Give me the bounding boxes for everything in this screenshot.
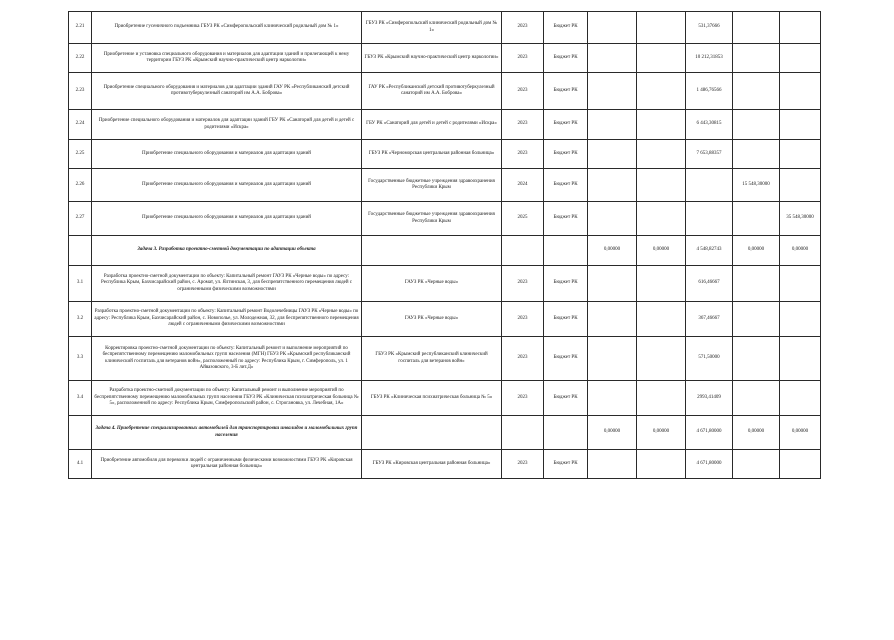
row-value-4	[733, 450, 780, 479]
row-value-5: 0,00000	[780, 236, 821, 266]
row-value-5	[780, 12, 821, 44]
row-value-1	[588, 73, 637, 110]
row-value-3: 531,37666	[686, 12, 733, 44]
row-year: 2024	[502, 169, 544, 202]
row-year	[502, 236, 544, 266]
row-value-3	[686, 169, 733, 202]
row-value-4	[733, 266, 780, 302]
row-value-1	[588, 266, 637, 302]
row-value-1	[588, 337, 637, 381]
row-value-5	[780, 73, 821, 110]
row-value-4	[733, 12, 780, 44]
table-row	[69, 169, 821, 202]
row-value-3: 6 443,30815	[686, 110, 733, 140]
row-year: 2023	[502, 12, 544, 44]
row-value-2	[637, 337, 686, 381]
row-funding-source: Бюджет РК	[544, 202, 588, 236]
row-value-1	[588, 140, 637, 169]
row-value-2	[637, 381, 686, 416]
row-value-3: 4 671,80000	[686, 416, 733, 450]
row-organization: ГБУЗ РК «Симферопольский клинический родильный дом № 1»	[362, 12, 502, 44]
row-value-5: 0,00000	[780, 416, 821, 450]
row-value-3: 4 548,82743	[686, 236, 733, 266]
row-value-3: 571,50000	[686, 337, 733, 381]
row-value-5	[780, 169, 821, 202]
row-value-2: 0,00000	[637, 416, 686, 450]
row-organization	[362, 416, 502, 450]
row-value-1	[588, 169, 637, 202]
table-row	[69, 73, 821, 110]
row-organization: ГАУ РК «Республиканский детский противотуберкулезный санаторий им А.А. Боброва»	[362, 73, 502, 110]
row-value-4: 15 548,30000	[733, 169, 780, 202]
row-value-1	[588, 12, 637, 44]
row-year: 2023	[502, 381, 544, 416]
row-funding-source: Бюджет РК	[544, 302, 588, 337]
row-organization: ГАУЗ РК «Черные воды»	[362, 266, 502, 302]
row-value-2	[637, 169, 686, 202]
table-row	[69, 302, 821, 337]
row-number: 2.25	[69, 140, 92, 169]
row-year: 2023	[502, 266, 544, 302]
row-value-2	[637, 44, 686, 73]
row-year: 2023	[502, 337, 544, 381]
row-funding-source: Бюджет РК	[544, 337, 588, 381]
row-value-3: 2993,41409	[686, 381, 733, 416]
row-value-2	[637, 450, 686, 479]
table-row	[69, 140, 821, 169]
row-value-1	[588, 110, 637, 140]
row-funding-source: Бюджет РК	[544, 73, 588, 110]
row-description: Разработка проектно-сметной документации по объекту: Капитальный ремонт Водолечебницы ГАУЗ РК «Черные воды» по адресу: Республика Крым, Бахчисарайский район, с. Новополье, ул. Молодежная, 32, для беспрепятственного перемещения людей с ограниченными физическими возможностями	[92, 302, 362, 337]
budget-table	[68, 11, 821, 479]
row-value-4	[733, 302, 780, 337]
row-number	[69, 236, 92, 266]
row-value-4	[733, 337, 780, 381]
row-value-2	[637, 140, 686, 169]
row-organization: ГБУЗ РК «Крымский научно-практический центр наркологии»	[362, 44, 502, 73]
row-organization: ГБУЗ РК «Кировская центральная районная больница»	[362, 450, 502, 479]
row-number: 2.27	[69, 202, 92, 236]
row-value-1: 0,00000	[588, 416, 637, 450]
table-row	[69, 110, 821, 140]
row-description: Разработка проектно-сметной документации по объекту: Капитальный ремонт ГАУЗ РК «Черные воды» по адресу: Республика Крым, Бахчисарайский район, с. Аромат, ул. Ялтинская, 3, для беспрепятственного перемещения людей с ограниченными физическими возможностями	[92, 266, 362, 302]
row-organization	[362, 236, 502, 266]
row-funding-source	[544, 416, 588, 450]
row-value-5	[780, 266, 821, 302]
row-organization: ГБУЗ РК «Клиническая психиатрическая больница № 5»	[362, 381, 502, 416]
row-description: Корректировка проектно-сметной документации по объекту: Капитальный ремонт и выполнение мероприятий по беспрепятственному перемещению маломобильных групп населения (МГН) ГБУЗ РК «Крымский республиканский клинический госпиталь для ветеранов войн», расположенный по адресу: Республика Крым, г. Симферополь, ул. 1 Айвазовского, 3-Б лит.Д»	[92, 337, 362, 381]
row-description: Приобретение автомобиля для перевозки людей с ограниченными физическими возможностями ГБУЗ РК «Кировская центральная районная больница»	[92, 450, 362, 479]
row-description: Приобретение специального оборудования и материалов для адаптации зданий	[92, 169, 362, 202]
row-number: 3.1	[69, 266, 92, 302]
row-description: Приобретение специального оборудования и материалов для адаптации зданий	[92, 140, 362, 169]
row-value-1	[588, 450, 637, 479]
row-organization: ГБУЗ РК «Крымский республиканский клинический госпиталь для ветеранов войн»	[362, 337, 502, 381]
row-value-5	[780, 302, 821, 337]
row-number: 3.3	[69, 337, 92, 381]
row-value-5: 35 548,30000	[780, 202, 821, 236]
row-number: 2.22	[69, 44, 92, 73]
row-funding-source: Бюджет РК	[544, 12, 588, 44]
row-value-1	[588, 381, 637, 416]
row-value-2	[637, 73, 686, 110]
row-value-4	[733, 110, 780, 140]
row-number: 4.1	[69, 450, 92, 479]
row-value-3: 367,46667	[686, 302, 733, 337]
row-value-2	[637, 12, 686, 44]
row-organization: ГБУ РК «Санаторий для детей и детей с родителями «Искра»	[362, 110, 502, 140]
row-number: 2.23	[69, 73, 92, 110]
row-description: Приобретение специального оборудования и материалов для адаптации зданий ГБУ РК «Санаторий для детей и детей с родителями «Искра»	[92, 110, 362, 140]
table-row	[69, 381, 821, 416]
row-year: 2025	[502, 202, 544, 236]
row-year	[502, 416, 544, 450]
row-number: 3.2	[69, 302, 92, 337]
row-organization: Государственные бюджетные учреждения здравоохранения Республики Крым	[362, 169, 502, 202]
row-value-4	[733, 140, 780, 169]
row-number: 2.24	[69, 110, 92, 140]
row-description: Приобретение специального оборудования и материалов для адаптации зданий ГАУ РК «Республиканский детский противотуберкулезный санаторий им А.А. Боброва»	[92, 73, 362, 110]
row-funding-source: Бюджет РК	[544, 450, 588, 479]
row-funding-source: Бюджет РК	[544, 110, 588, 140]
row-value-5	[780, 381, 821, 416]
table-row	[69, 12, 821, 44]
row-value-2	[637, 266, 686, 302]
row-description: Задача 4. Приобретение специализированных автомобилей для транспортировки инвалидов и маломобильных групп населения	[92, 416, 362, 450]
row-value-1	[588, 202, 637, 236]
row-funding-source: Бюджет РК	[544, 381, 588, 416]
row-description: Приобретение специального оборудования и материалов для адаптации зданий	[92, 202, 362, 236]
row-value-5	[780, 140, 821, 169]
row-organization: Государственные бюджетные учреждения здравоохранения Республики Крым	[362, 202, 502, 236]
row-funding-source: Бюджет РК	[544, 266, 588, 302]
row-year: 2023	[502, 302, 544, 337]
row-value-2: 0,00000	[637, 236, 686, 266]
row-value-1	[588, 44, 637, 73]
row-value-4	[733, 202, 780, 236]
row-value-2	[637, 302, 686, 337]
row-value-3: 616,46667	[686, 266, 733, 302]
row-value-3: 7 653,88357	[686, 140, 733, 169]
row-value-3	[686, 202, 733, 236]
table-body	[69, 12, 821, 479]
row-description: Приобретение гусеничного подъемника ГБУЗ РК «Симферопольский клинический родильный дом № 1»	[92, 12, 362, 44]
row-value-4	[733, 44, 780, 73]
row-value-3: 10 212,31853	[686, 44, 733, 73]
table-row	[69, 44, 821, 73]
row-value-4	[733, 73, 780, 110]
row-value-5	[780, 110, 821, 140]
table-row	[69, 266, 821, 302]
row-number	[69, 416, 92, 450]
row-value-1	[588, 302, 637, 337]
row-description: Задача 3. Разработка проектно-сметной документации по адаптации объекта	[92, 236, 362, 266]
table-row	[69, 202, 821, 236]
row-organization: ГАУЗ РК «Черные воды»	[362, 302, 502, 337]
row-year: 2023	[502, 450, 544, 479]
row-number: 2.21	[69, 12, 92, 44]
row-value-4: 0,00000	[733, 236, 780, 266]
row-description: Приобретение и установка специального оборудования и материалов для адаптации зданий и прилегающей к нему территории ГБУЗ РК «Крымский научно-практический центр наркологии»	[92, 44, 362, 73]
row-value-4	[733, 381, 780, 416]
row-year: 2023	[502, 140, 544, 169]
row-value-5	[780, 44, 821, 73]
row-year: 2023	[502, 44, 544, 73]
row-number: 2.26	[69, 169, 92, 202]
row-value-5	[780, 337, 821, 381]
row-funding-source: Бюджет РК	[544, 169, 588, 202]
row-description: Разработка проектно-сметной документации по объекту: Капитальный ремонт и выполнение мероприятий по беспрепятственному перемещению маломобильных групп населения ГБУЗ РК «Клиническая психиатрическая больница № 5», расположенной по адресу: Республика Крым, Симферопольский район, с. Строгановка, ул. Лечебная, 1А»	[92, 381, 362, 416]
row-year: 2023	[502, 110, 544, 140]
row-number: 3.4	[69, 381, 92, 416]
row-value-3: 4 671,80000	[686, 450, 733, 479]
table-row	[69, 450, 821, 479]
row-value-2	[637, 202, 686, 236]
row-value-5	[780, 450, 821, 479]
row-year: 2023	[502, 73, 544, 110]
row-value-2	[637, 110, 686, 140]
row-funding-source: Бюджет РК	[544, 44, 588, 73]
row-funding-source: Бюджет РК	[544, 140, 588, 169]
row-value-3: 1 486,76566	[686, 73, 733, 110]
row-value-4: 0,00000	[733, 416, 780, 450]
table-row	[69, 337, 821, 381]
row-funding-source	[544, 236, 588, 266]
task-row	[69, 416, 821, 450]
task-row	[69, 236, 821, 266]
row-organization: ГБУЗ РК «Черноморская центральная районная больница»	[362, 140, 502, 169]
row-value-1: 0,00000	[588, 236, 637, 266]
